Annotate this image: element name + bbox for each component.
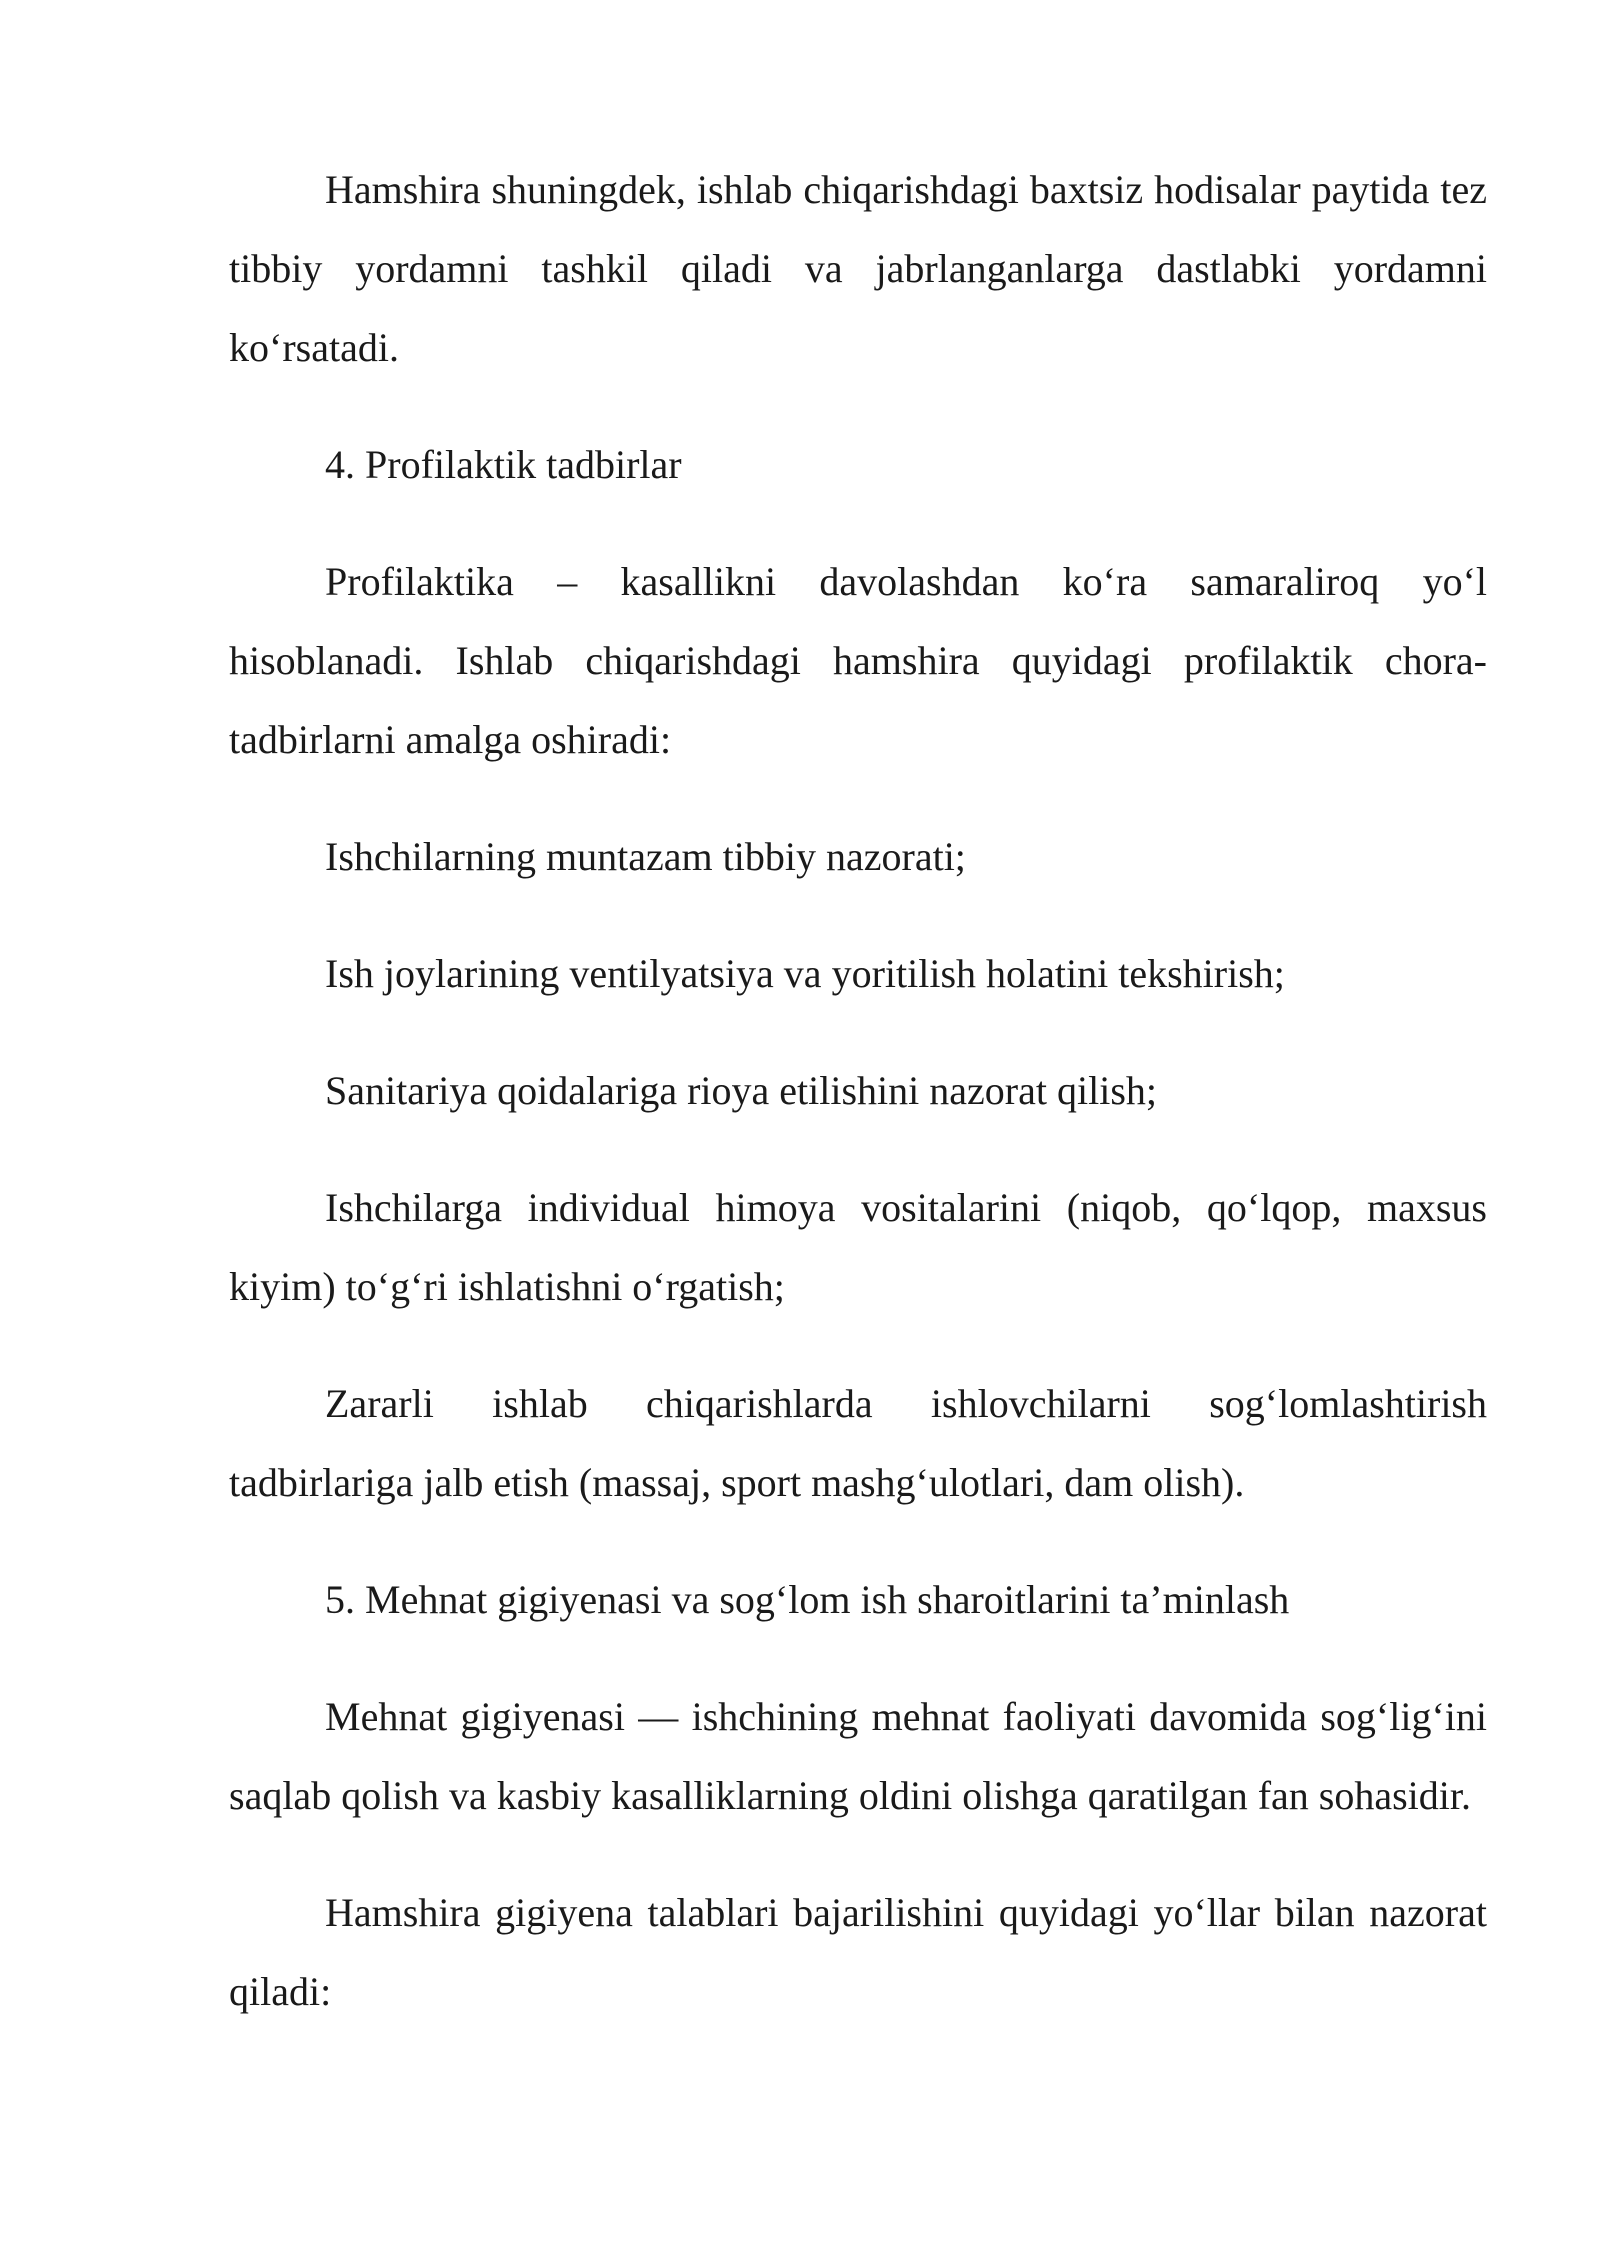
list-item-protective-equipment: Ishchilarga individual himoya vositalarini (niqob, qo‘lqop, maxsus kiyim) to‘g‘ri ishlatishni o‘rgatish; (229, 1185, 1487, 1309)
list-item-medical-control: Ishchilarning muntazam tibbiy nazorati; (325, 834, 966, 879)
list-item-ventilation: Ish joylarining ventilyatsiya va yoritilish holatini tekshirish; (325, 951, 1285, 996)
paragraph-prophylaxis: Profilaktika – kasallikni davolashdan ko‘ra samaraliroq yo‘l hisoblanadi. Ishlab chiqarishdagi hamshira quyidagi profilaktik chora-tadbirlarni amalga oshiradi: (229, 559, 1487, 762)
section-heading-4: 4. Profilaktik tadbirlar (325, 442, 682, 487)
section-heading-5: 5. Mehnat gigiyenasi va sog‘lom ish sharoitlarini ta’minlash (325, 1577, 1290, 1622)
list-item-sanitary-rules: Sanitariya qoidalariga rioya etilishini nazorat qilish; (325, 1068, 1157, 1113)
document-page (229, 150, 1487, 2031)
list-item-health-activities: Zararli ishlab chiqarishlarda ishlovchilarni sog‘lomlashtirish tadbirlariga jalb etish (massaj, sport mashg‘ulotlari, dam olish). (229, 1381, 1487, 1505)
paragraph-first-aid: Hamshira shuningdek, ishlab chiqarishdagi baxtsiz hodisalar paytida tez tibbiy yordamni tashkil qiladi va jabrlanganlarga dastlabki yordamni ko‘rsatadi. (229, 167, 1487, 370)
paragraph-hygiene-control: Hamshira gigiyena talablari bajarilishini quyidagi yo‘llar bilan nazorat qiladi: (229, 1890, 1487, 2014)
paragraph-occupational-hygiene: Mehnat gigiyenasi — ishchining mehnat faoliyati davomida sog‘lig‘ini saqlab qolish va kasbiy kasalliklarning oldini olishga qaratilgan fan sohasidir. (229, 1694, 1487, 1818)
